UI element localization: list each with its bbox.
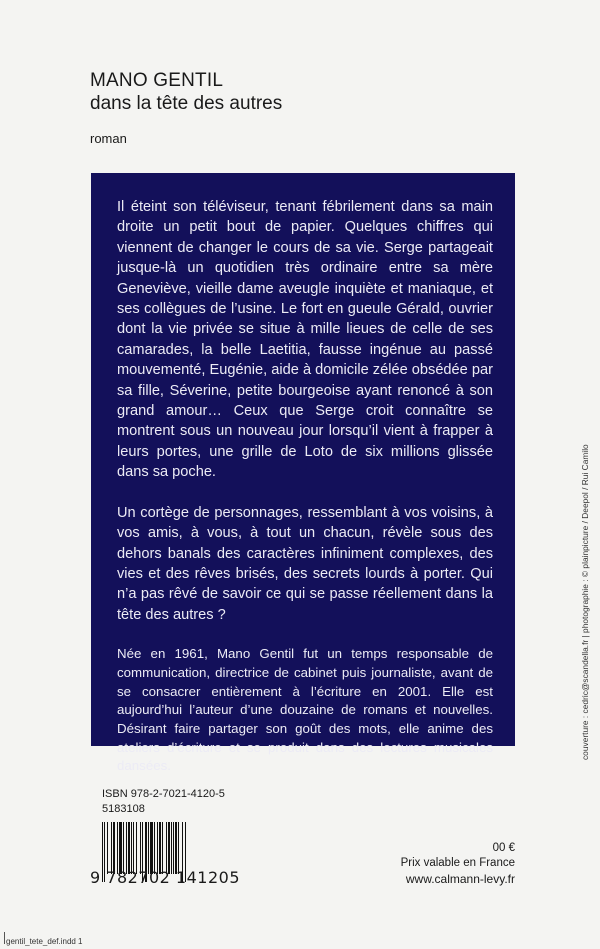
product-code: 5183108 [102, 803, 145, 815]
blurb-paragraph-2: Un cortège de personnages, ressemblant à vos voisins, à vos amis, à vous, à tout un chacun, révèle sous des dehors banals des caractères infiniment complexes, des vies et des rêves brisés, des secrets lourds à porter. Qui n’a pas rêvé de savoir ce qui se passe réellement dans la tête des autres ? [117, 504, 493, 623]
cover-credits: couverture : cedric@scandella.fr | photographie : © plainpicture / Deepol / Rui Camilo [580, 444, 590, 760]
blurb-paragraph-1: Il éteint son téléviseur, tenant fébrilement dans sa main droite un petit bout de papier. Quelques chiffres qui viennent de changer le cours de sa vie. Serge partageait jusque-là un quotidien très ordinaire entre sa mère Geneviève, vieille dame aveugle inquiète et maniaque, et ses collègues de l’usine. Le fort en gueule Gérald, ouvrier dont la vie privée se situe à mille lieues de celle de ses camarades, la belle Laetitia, fausse ingénue au passé mouvementé, Eugénie, aide à domicile zélée obsédée par sa fille, Séverine, petite bourgeoise ayant renoncé à son grand amour… Ceux que Serge croit connaître se montrent sous un nouveau jour lorsqu’il vient à frapper à leurs portes, une grille de Loto de six millions glissée dans sa poche. [117, 199, 493, 481]
blurb-panel [91, 173, 515, 774]
print-slug: gentil_tete_def.indd 1 [6, 937, 83, 946]
author-bio: Née en 1961, Mano Gentil fut un temps responsable de communication, directrice de cabinet puis journaliste, avant de se consacrer entièrement à l’écriture en 2001. Elle est aujourd’hui l’auteur d’une douzaine de romans et nouvelles. Désirant faire partager son goût des mots, elle anime des ateliers d’écriture et se produit dans des lectures musicales dansées. [117, 646, 493, 774]
crop-mark [4, 932, 5, 944]
genre-label: roman [90, 131, 127, 146]
isbn-number: ISBN 978-2-7021-4120-5 [102, 788, 225, 800]
isbn-block [102, 787, 225, 817]
price: 00 € [492, 842, 515, 854]
price-validity: Prix valable en France [400, 857, 515, 869]
barcode-digits: 9 782702 141205 [90, 868, 241, 887]
book-title: dans la tête des autres [90, 93, 283, 114]
author-name: MANO GENTIL [90, 70, 224, 91]
publisher-website: www.calmann-levy.fr [405, 872, 515, 886]
